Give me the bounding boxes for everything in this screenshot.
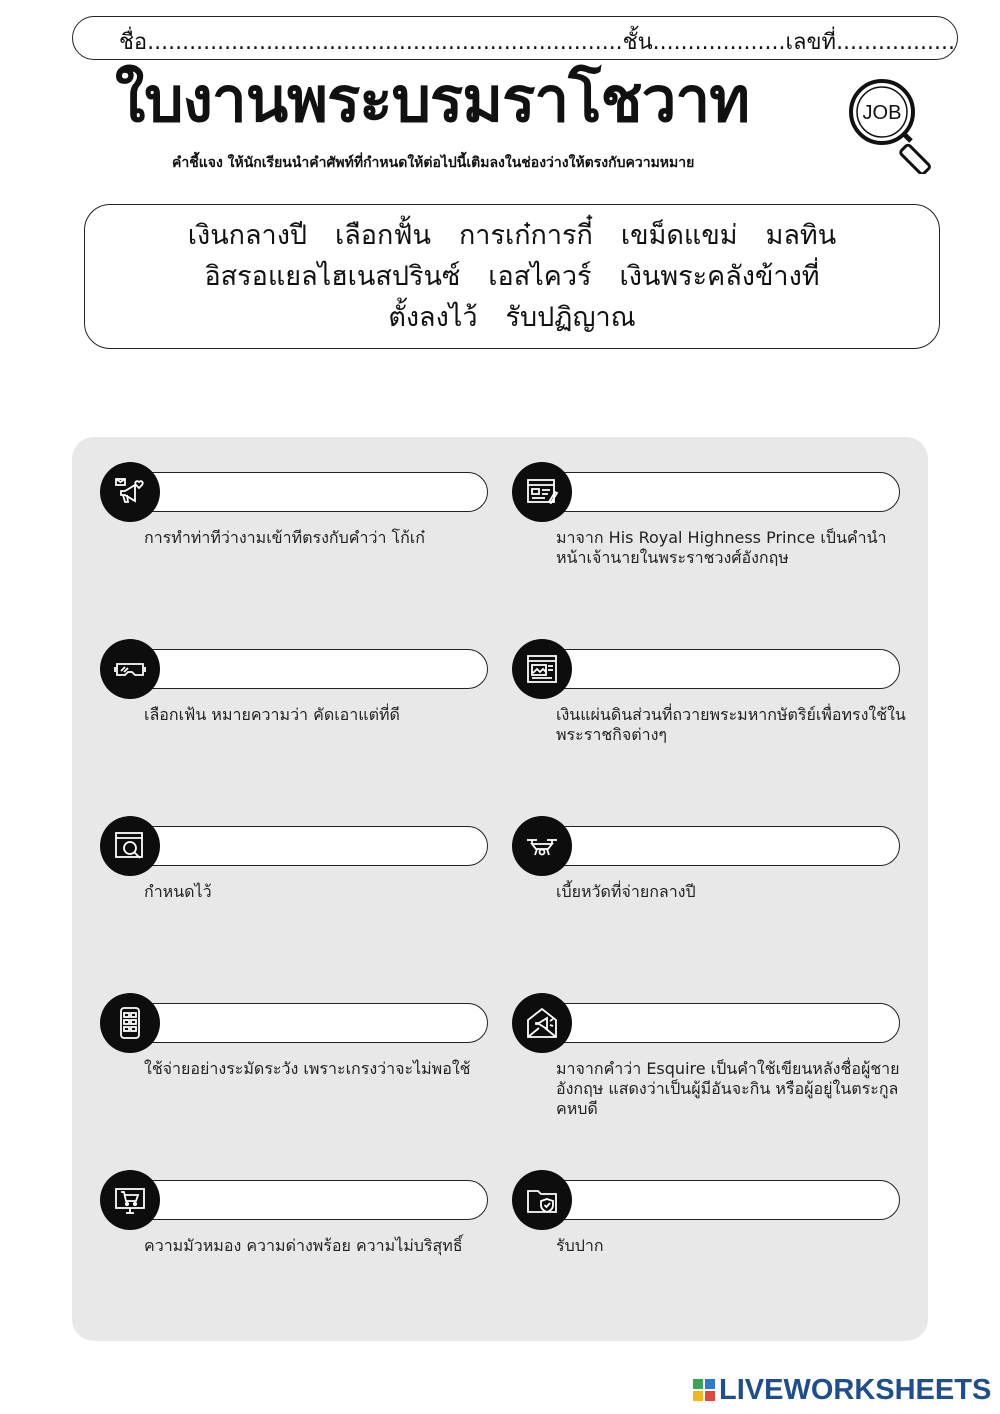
mail-megaphone-icon <box>512 993 572 1053</box>
logo-blocks-icon <box>693 1379 715 1401</box>
monitor-cart-icon <box>100 1170 160 1230</box>
item-description: เบี้ยหวัดที่จ่ายกลางปี <box>556 882 696 901</box>
exercise-item <box>100 639 500 799</box>
answer-input[interactable] <box>120 1003 488 1043</box>
item-description: กำหนดไว้ <box>144 882 212 901</box>
exercise-item <box>512 639 912 799</box>
word-chip: การเก๋การกี๋ <box>458 220 593 251</box>
magnifier-icon <box>844 78 944 174</box>
exercise-item <box>512 816 912 976</box>
exercise-item <box>512 993 912 1153</box>
logo-text: LIVEWORKSHEETS <box>719 1373 992 1406</box>
answer-input[interactable] <box>532 649 900 689</box>
word-chip: เงินกลางปี <box>187 220 308 251</box>
answer-input[interactable] <box>532 1003 900 1043</box>
instruction-text: คำชี้แจง ให้นักเรียนนำคำศัพท์ที่กำหนดให้ต่อไปนี้เติมลงในช่องว่างให้ตรงกับความหมาย <box>172 155 695 171</box>
answer-input[interactable] <box>532 1180 900 1220</box>
answer-input[interactable] <box>120 826 488 866</box>
exercise-item <box>100 816 500 976</box>
exercise-item <box>100 1170 500 1330</box>
exercise-item <box>100 993 500 1153</box>
word-bank-row <box>85 215 939 256</box>
page-title: ใบงานพระบรมราโชวาท <box>115 63 750 136</box>
folder-shield-icon <box>512 1170 572 1230</box>
item-description: มาจากคำว่า Esquire เป็นคำใช้เขียนหลังชื่อผู้ชายอังกฤษ แสดงว่าเป็นผู้มีอันจะกิน หรือผู้อยู่ในตระกูลคหบดี <box>556 1059 900 1118</box>
megaphone-icon <box>100 462 160 522</box>
item-description: ใช้จ่ายอย่างระมัดระวัง เพราะเกรงว่าจะไม่พอใช้ <box>144 1059 471 1078</box>
answer-input[interactable] <box>532 472 900 512</box>
item-description: เลือกเฟ้น หมายความว่า คัดเอาแต่ที่ดี <box>144 705 400 724</box>
answer-input[interactable] <box>120 472 488 512</box>
name-class-number-line: ชื่อ....................................................................ชั้น...................เลขที่................. <box>119 30 955 55</box>
word-bank-row <box>85 256 939 297</box>
exercise-item <box>512 462 912 622</box>
answer-input[interactable] <box>120 649 488 689</box>
item-description: ความมัวหมอง ความด่างพร้อย ความไม่บริสุทธิ์ <box>144 1236 463 1255</box>
exercise-item <box>512 1170 912 1330</box>
word-chip: เขม็ดแขม่ <box>620 220 738 251</box>
job-label: JOB <box>862 102 902 124</box>
liveworksheets-logo <box>693 1375 991 1405</box>
web-article-icon <box>512 462 572 522</box>
answer-input[interactable] <box>532 826 900 866</box>
word-chip: อิสรอแยลไฮเนสปรินซ์ <box>204 261 461 292</box>
word-chip: เลือกฟั้น <box>335 220 431 251</box>
word-chip: เอสไควร์ <box>488 261 592 292</box>
word-chip: ตั้งลงไว้ <box>388 302 478 333</box>
item-description: รับปาก <box>556 1236 604 1255</box>
word-chip: รับปฏิญาณ <box>505 302 636 333</box>
item-description: มาจาก His Royal Highness Prince เป็นคำนำหน้าเจ้านายในพระราชวงศ์อังกฤษ <box>556 528 887 567</box>
word-chip: เงินพระคลังข้างที่ <box>619 261 820 292</box>
browser-search-icon <box>100 816 160 876</box>
exercise-item <box>100 462 500 622</box>
answer-input[interactable] <box>120 1180 488 1220</box>
name-bar <box>72 16 958 60</box>
word-bank-row <box>85 297 939 338</box>
mobile-apps-icon <box>100 993 160 1053</box>
vr-goggles-icon <box>100 639 160 699</box>
browser-image-icon <box>512 639 572 699</box>
word-chip: มลทิน <box>765 220 837 251</box>
item-description: การทำท่าทีว่างามเข้าทีตรงกับคำว่า โก้เก๋ <box>144 528 425 547</box>
drone-icon <box>512 816 572 876</box>
item-description: เงินแผ่นดินส่วนที่ถวายพระมหากษัตริย์เพื่อทรงใช้ใน พระราชกิจต่างๆ <box>556 705 906 744</box>
word-bank <box>84 204 940 349</box>
